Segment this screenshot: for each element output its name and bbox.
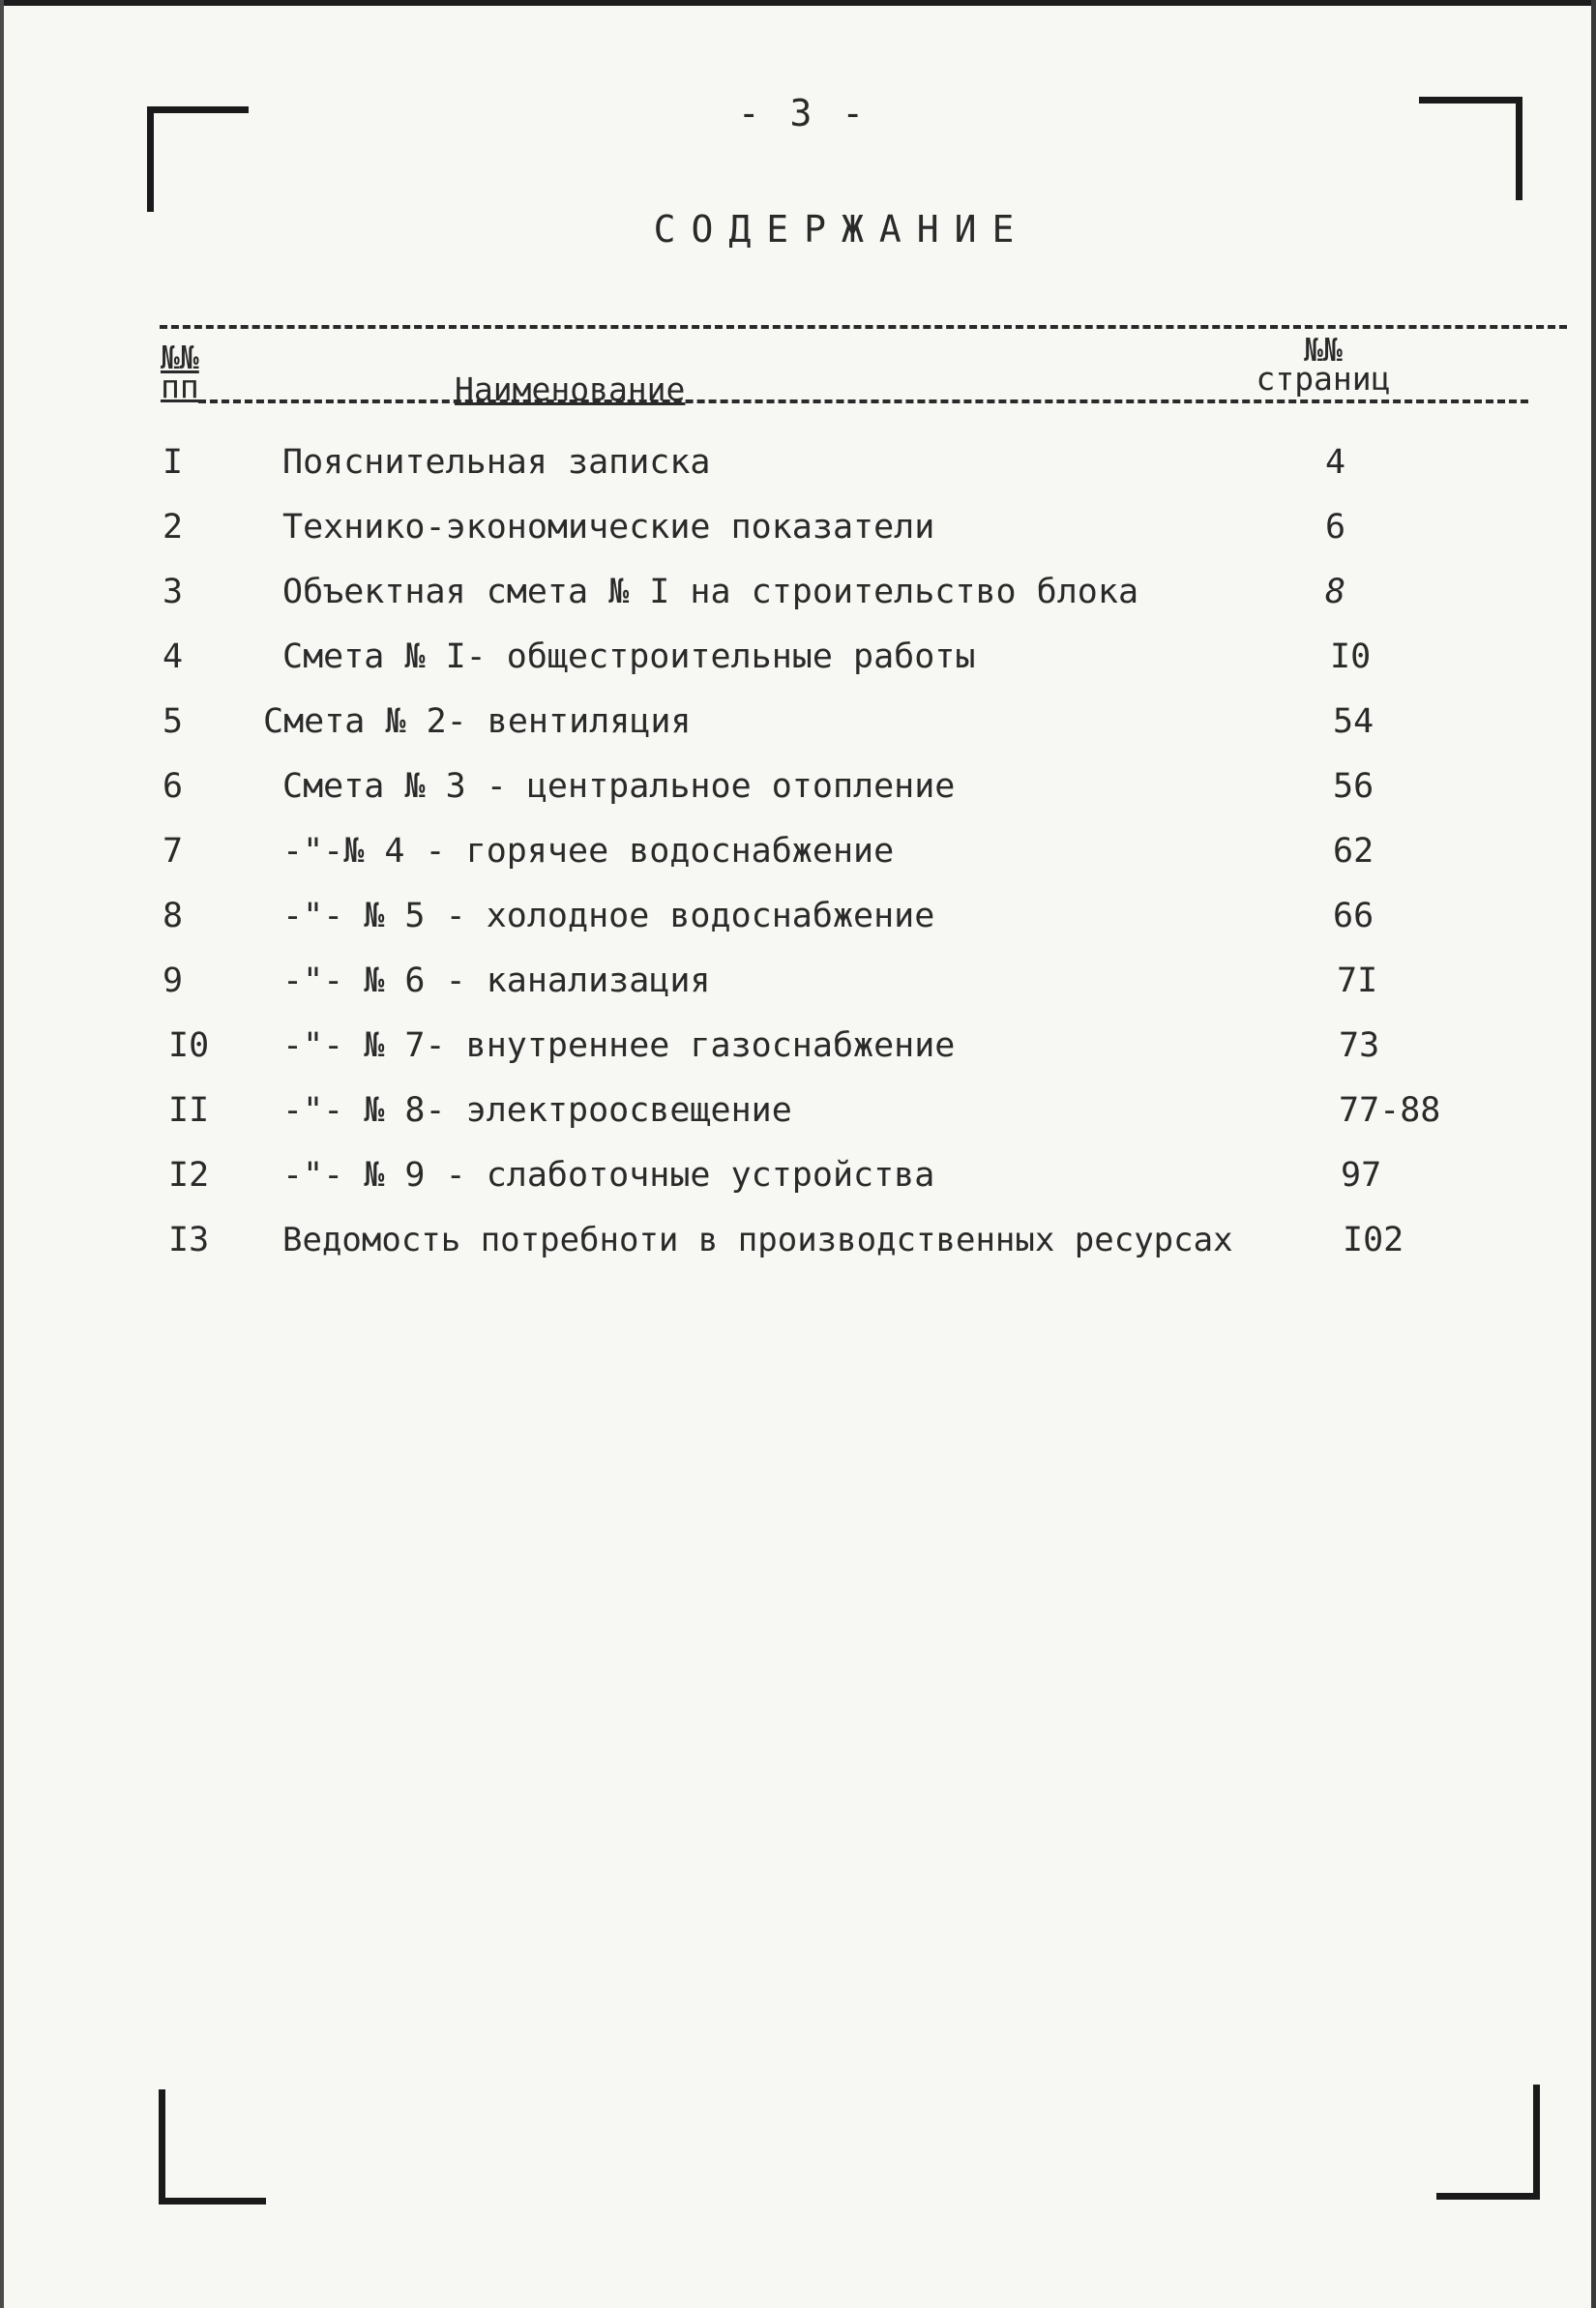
row-page: 77-88 [1339,1091,1441,1130]
page-title: СОДЕРЖАНИЕ [653,208,1030,251]
row-title: -"- № 6 - канализация [282,962,711,1000]
row-number: II [168,1091,210,1130]
row-page: 7I [1337,962,1378,1000]
table-row [0,430,1596,495]
table-row [0,1014,1596,1079]
row-page: 6 [1325,508,1346,547]
row-title: Объектная смета № I на строительство блока [282,573,1139,611]
row-title: -"- № 5 - холодное водоснабжение [282,897,935,935]
corner-mark-bottom-left [159,2089,266,2204]
row-page: 56 [1333,767,1374,806]
row-page: 4 [1325,443,1346,482]
row-number: 2 [163,508,184,547]
table-row [0,755,1596,819]
row-title: Ведомость потребноти в производственных ресурсах [282,1221,1233,1259]
row-number: 5 [163,702,184,741]
scan-edge-top [0,0,1596,6]
row-number: I0 [168,1026,210,1065]
row-title: Технико-экономические показатели [282,508,935,547]
table-row [0,690,1596,755]
row-page: 62 [1333,832,1374,871]
corner-mark-bottom-right [1436,2085,1540,2200]
column-header-pages-text: №№ страниц [1256,331,1391,398]
row-title: -"- № 8- электроосвещение [282,1091,792,1130]
row-number: 6 [163,767,184,806]
row-number: 3 [163,573,184,611]
row-title: -"-№ 4 - горячее водоснабжение [282,832,895,871]
table-top-rule [160,325,1567,329]
table-row [0,884,1596,949]
table-row [0,1143,1596,1208]
row-title: Смета № 3 - центральное отопление [282,767,956,806]
row-page: 8 [1325,573,1346,611]
table-row [0,819,1596,884]
row-page: 73 [1339,1026,1380,1065]
row-number: I3 [168,1221,210,1259]
table-row [0,495,1596,560]
page-number: - 3 - [737,92,869,134]
table-row [0,1208,1596,1273]
row-number: I [163,443,184,482]
row-number: 7 [163,832,184,871]
row-page: I02 [1343,1221,1404,1259]
row-title: Смета № I- общестроительные работы [282,637,976,676]
row-title: Пояснительная записка [282,443,711,482]
row-title: Смета № 2- вентиляция [263,702,692,741]
row-title: -"- № 7- внутреннее газоснабжение [282,1026,956,1065]
row-page: 54 [1333,702,1374,741]
column-header-number [161,339,228,405]
column-header-number-text: №№ пп [161,339,199,405]
table-row [0,560,1596,625]
table-row [0,625,1596,690]
row-page: I0 [1330,637,1372,676]
table-header-rule [198,399,1528,403]
row-number: 9 [163,962,184,1000]
row-title: -"- № 9 - слаботочные устройства [282,1156,935,1195]
table-row [0,949,1596,1014]
row-number: 8 [163,897,184,935]
column-header-pages [1251,331,1396,398]
row-page: 97 [1341,1156,1382,1195]
row-number: I2 [168,1156,210,1195]
row-page: 66 [1333,897,1374,935]
table-row [0,1079,1596,1143]
row-number: 4 [163,637,184,676]
column-header-name: Наименование [455,370,686,408]
